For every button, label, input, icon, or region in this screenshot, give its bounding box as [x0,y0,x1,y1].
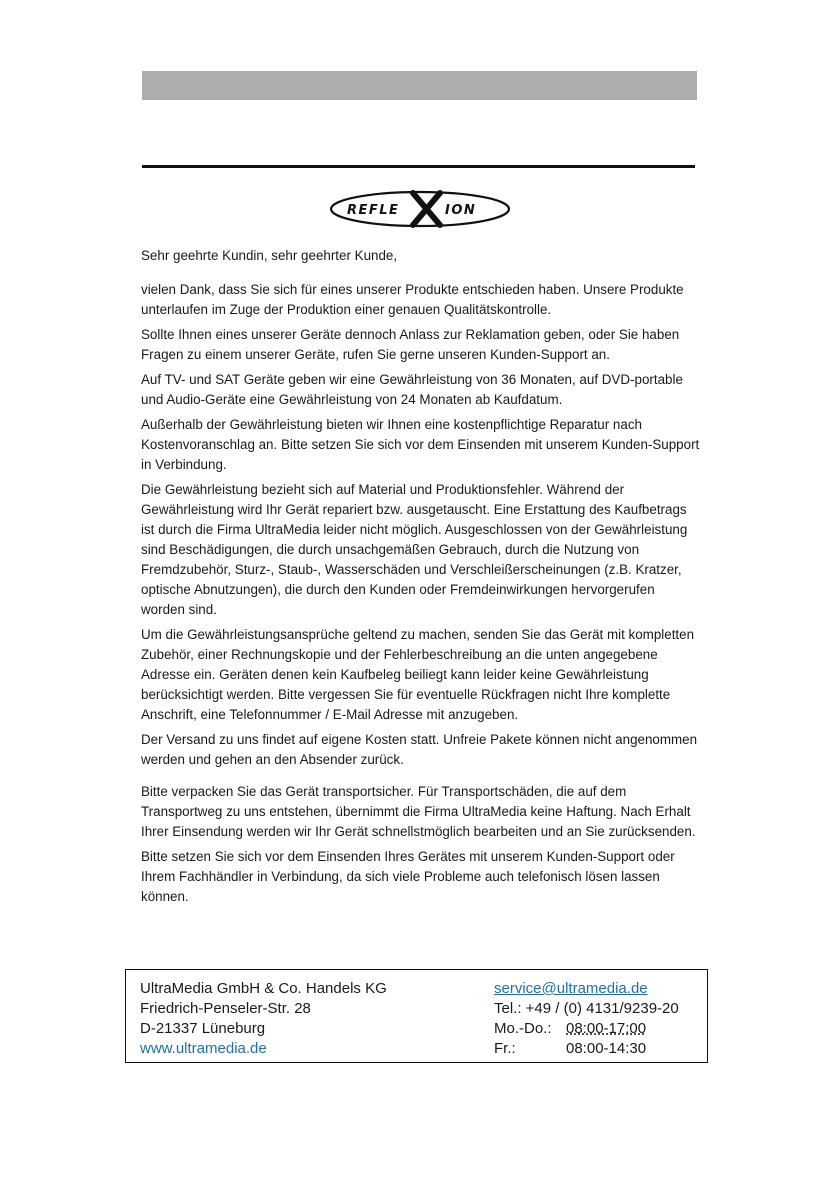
paragraph: Bitte verpacken Sie das Gerät transportsicher. Für Transportschäden, die auf dem Transportweg zu uns entstehen, übernimmt die Firma UltraMedia keine Haftung. Nach Erhalt Ihrer Einsendung werden wir Ihr Gerät schnellstmöglich bearbeiten und an Sie zurücksenden. [141,784,696,839]
paragraph: Um die Gewährleistungsansprüche geltend zu machen, senden Sie das Gerät mit kompletten Zubehör, einer Rechnungskopie und der Fehlerbeschreibung an die unten angegebene Adresse ein. Geräten denen kein Kaufbeleg beiliegt kann leider keine Gewährleistung berücksichtigt werden. Bitte vergessen Sie für eventuelle Rückfragen nicht Ihre komplette Anschrift, eine Telefonnummer / E-Mail Adresse mit anzugeben. [141,627,695,722]
letter-body [141,246,701,912]
hours-friday [494,1039,679,1059]
hours-friday-label: Fr.: [494,1040,516,1057]
email-link[interactable]: service@ultramedia.de [494,980,648,997]
paragraph: Auf TV- und SAT Geräte geben wir eine Gewährleistung von 36 Monaten, auf DVD-portable und Audio-Geräte eine Gewährleistung von 24 Monaten ab Kaufdatum. [141,372,683,407]
reflexion-logo [329,189,511,229]
paragraph: vielen Dank, dass Sie sich für eines unserer Produkte entschieden haben. Unsere Produkte unterlaufen im Zuge der Produktion einer genauen Qualitätskontrolle. [141,282,684,317]
address-block [140,979,387,1059]
svg-text:ION: ION [445,203,477,218]
hours-weekday-label: Mo.-Do.: [494,1020,552,1037]
phone-number: Tel.: +49 / (0) 4131/9239-20 [494,1000,679,1017]
salutation: Sehr geehrte Kundin, sehr geehrter Kunde, [141,248,398,263]
contact-block [494,979,679,1059]
header-rule [142,165,695,168]
city-address: D-21337 Lüneburg [140,1020,266,1037]
contact-box [125,969,708,1063]
paragraph: Der Versand zu uns findet auf eigene Kosten statt. Unfreie Pakete können nicht angenommen werden und gehen an den Absender zurück. [141,732,698,767]
header-bar [142,71,697,100]
svg-text:REFLE: REFLE [347,203,400,218]
website-link[interactable]: www.ultramedia.de [140,1040,267,1057]
paragraph: Außerhalb der Gewährleistung bieten wir Ihnen eine kostenpflichtige Reparatur nach Kostenvoranschlag an. Bitte setzen Sie sich vor dem Einsenden mit unserem Kunden-Support in Verbindung. [141,417,700,472]
hours-weekday-value: 08:00-17:00 [566,1020,647,1037]
paragraph: Sollte Ihnen eines unserer Geräte dennoch Anlass zur Reklamation geben, oder Sie haben Fragen zu einem unserer Geräte, rufen Sie gerne unseren Kunden-Support an. [141,327,680,362]
street-address: Friedrich-Penseler-Str. 28 [140,1000,311,1017]
paragraph: Die Gewährleistung bezieht sich auf Material und Produktionsfehler. Während der Gewährleistung wird Ihr Gerät repariert bzw. ausgetauscht. Eine Erstattung des Kaufbetrags ist durch die Firma UltraMedia leider nicht möglich. Ausgeschlossen von der Gewährleistung sind Beschädigungen, die durch unsachgemäßen Gebrauch, durch die Nutzung von Fremdzubehör, Sturz-, Staub-, Wasserschäden und Verschleißerscheinungen (z.B. Kratzer, optische Abnutzungen), die durch den Kunden oder Fremdeinwirkungen hervorgerufen worden sind. [141,482,688,617]
company-name: UltraMedia GmbH & Co. Handels KG [140,980,387,997]
paragraph: Bitte setzen Sie sich vor dem Einsenden Ihres Gerätes mit unserem Kunden-Support oder Ihrem Fachhändler in Verbindung, da sich viele Probleme auch telefonisch lösen lassen können. [141,849,675,904]
hours-weekday [494,1019,679,1039]
hours-friday-value: 08:00-14:30 [566,1040,647,1057]
